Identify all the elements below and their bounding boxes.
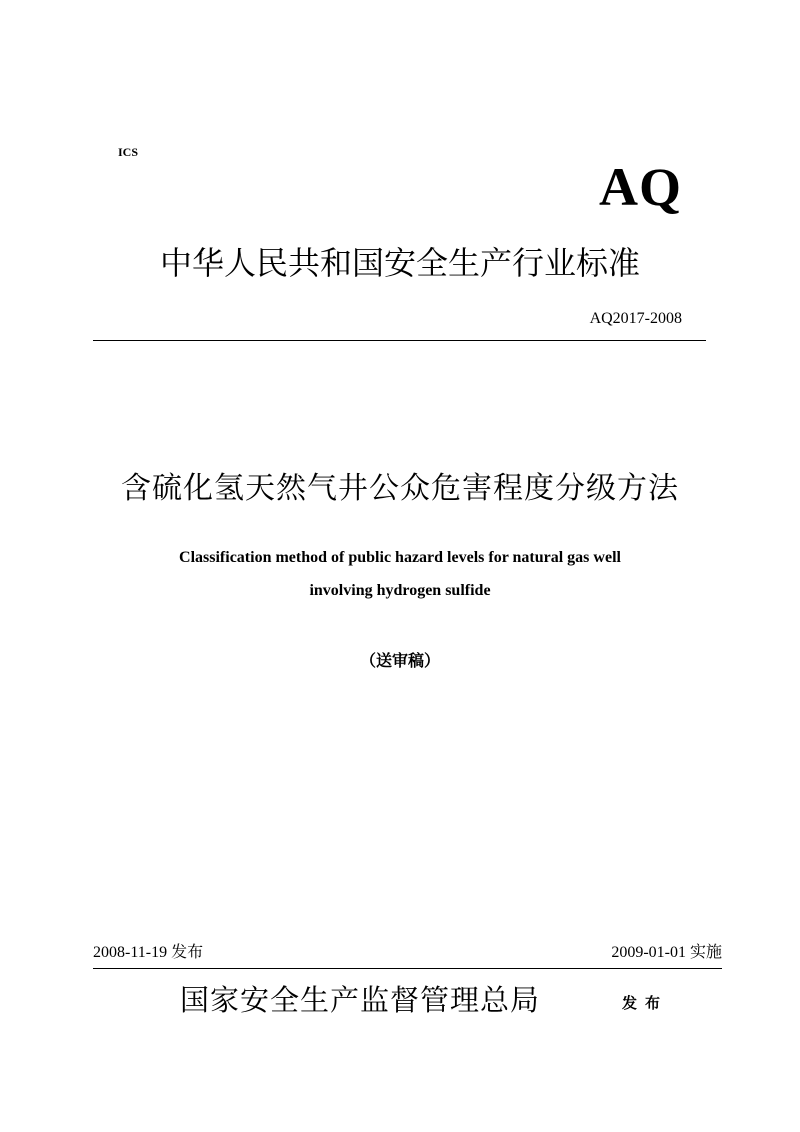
document-title-cn: 含硫化氢天然气井公众危害程度分级方法: [121, 471, 679, 506]
document-title-en-line2: involving hydrogen sulfide: [309, 582, 491, 599]
document-title-en-line1: Classification method of public hazard levels for natural gas well: [179, 549, 621, 566]
ics-label: ICS: [118, 145, 139, 159]
standard-code: AQ: [599, 157, 682, 217]
footer-divider: [93, 968, 722, 969]
standard-number: AQ2017-2008: [589, 310, 682, 327]
publish-date: 2008-11-19 发布: [93, 944, 204, 961]
draft-note: （送审稿）: [359, 651, 440, 670]
standard-category-title: 中华人民共和国安全生产行业标准: [159, 244, 640, 282]
issuing-authority: 国家安全生产监督管理总局: [180, 983, 541, 1017]
header-divider: [93, 340, 706, 341]
effective-date: 2009-01-01 实施: [611, 944, 722, 961]
issue-label: 发布: [622, 994, 669, 1012]
